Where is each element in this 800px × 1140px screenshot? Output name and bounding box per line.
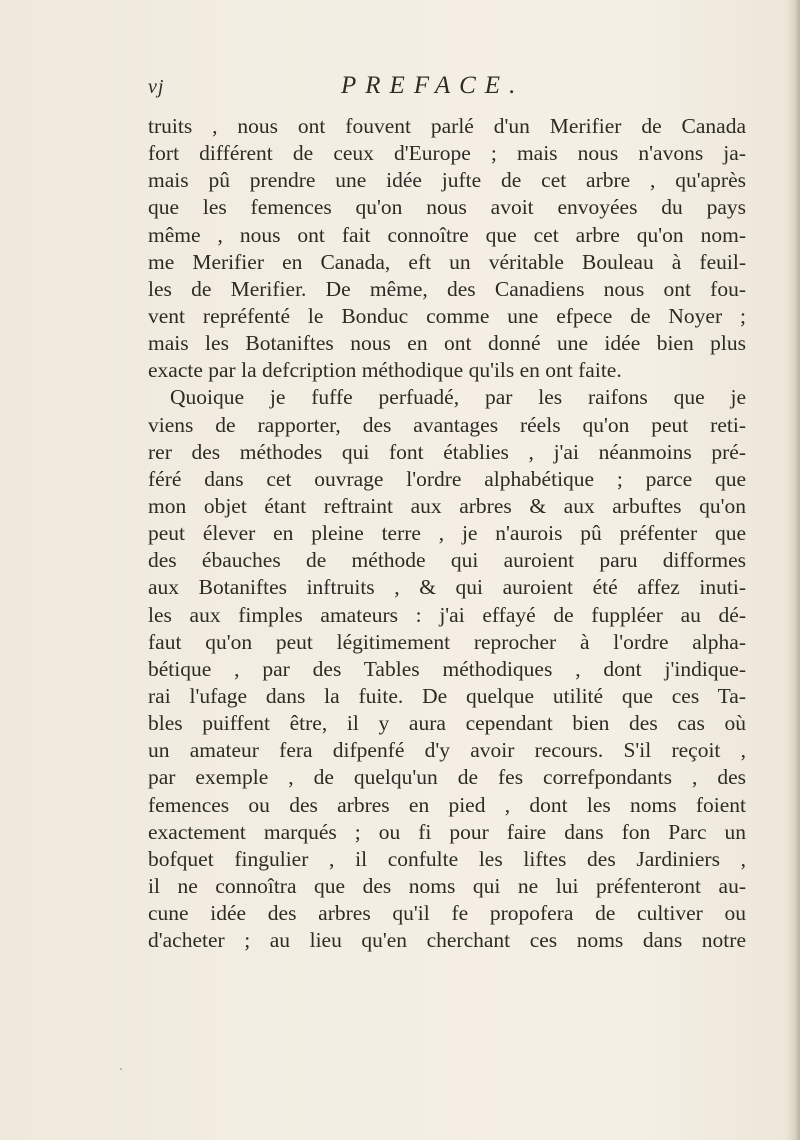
text-line: même , nous ont fait connoître que cet arbre qu'on nom- xyxy=(148,222,746,247)
text-line: vent repréfenté le Bonduc comme une efpece de Noyer ; xyxy=(148,303,746,328)
text-line: bétique , par des Tables méthodiques , dont j'indique- xyxy=(148,656,746,681)
text-line: fort différent de ceux d'Europe ; mais nous n'avons ja- xyxy=(148,141,746,166)
text-line: mais pû prendre une idée jufte de cet arbre , qu'après xyxy=(148,168,746,193)
running-title: PREFACE. xyxy=(341,72,525,99)
text-line: un amateur fera difpenfé d'y avoir recours. S'il reçoit , xyxy=(148,738,746,763)
page-edge-shadow xyxy=(786,0,800,1140)
text-line: féré dans cet ouvrage l'ordre alphabétique ; parce que xyxy=(148,466,746,491)
text-line: mais les Botaniftes nous en ont donné une idée bien plus xyxy=(148,331,746,356)
text-line: d'acheter ; au lieu qu'en cherchant ces noms dans notre xyxy=(148,928,746,953)
text-line: bles puiffent être, il y aura cependant bien des cas où xyxy=(148,711,746,736)
text-line: peut élever en pleine terre , je n'aurois pû préfenter que xyxy=(148,521,746,546)
text-line: par exemple , de quelqu'un de fes correfpondants , des xyxy=(148,765,746,790)
page-header xyxy=(148,72,748,106)
paper-speck xyxy=(120,1068,122,1070)
page-number: vj xyxy=(148,76,165,98)
text-line: faut qu'on peut légitimement reprocher à l'ordre alpha- xyxy=(148,629,746,654)
text-line: des ébauches de méthode qui auroient paru difformes xyxy=(148,548,746,573)
text-line: bofquet fingulier , il confulte les liftes des Jardiniers , xyxy=(148,846,746,871)
body-text xyxy=(148,113,746,954)
text-line: rai l'ufage dans la fuite. De quelque utilité que ces Ta- xyxy=(148,683,746,708)
text-line: viens de rapporter, des avantages réels qu'on peut reti- xyxy=(148,412,746,437)
text-line: exactement marqués ; ou fi pour faire dans fon Parc un xyxy=(148,819,746,844)
text-line: truits , nous ont fouvent parlé d'un Merifier de Canada xyxy=(148,114,746,138)
text-line: les de Merifier. De même, des Canadiens nous ont fou- xyxy=(148,276,746,301)
text-line: femences ou des arbres en pied , dont les noms foient xyxy=(148,792,746,817)
text-line: aux Botaniftes inftruits , & qui auroient été affez inuti- xyxy=(148,575,746,600)
text-line: rer des méthodes qui font établies , j'ai néanmoins pré- xyxy=(148,439,746,464)
text-line: cune idée des arbres qu'il fe propofera de cultiver ou xyxy=(148,901,746,926)
text-line: me Merifier en Canada, eft un véritable Bouleau à feuil- xyxy=(148,249,746,274)
text-line: il ne connoîtra que des noms qui ne lui préfenteront au- xyxy=(148,873,746,898)
text-line: les aux fimples amateurs : j'ai effayé de fuppléer au dé- xyxy=(148,602,746,627)
text-line: que les femences qu'on nous avoit envoyées du pays xyxy=(148,195,746,220)
paragraph-end-line: exacte par la defcription méthodique qu'ils en ont faite. xyxy=(148,358,622,383)
paragraph-start-line: Quoique je fuffe perfuadé, par les raifons que je xyxy=(170,385,746,410)
text-line: mon objet étant reftraint aux arbres & aux arbuftes qu'on xyxy=(148,493,746,518)
